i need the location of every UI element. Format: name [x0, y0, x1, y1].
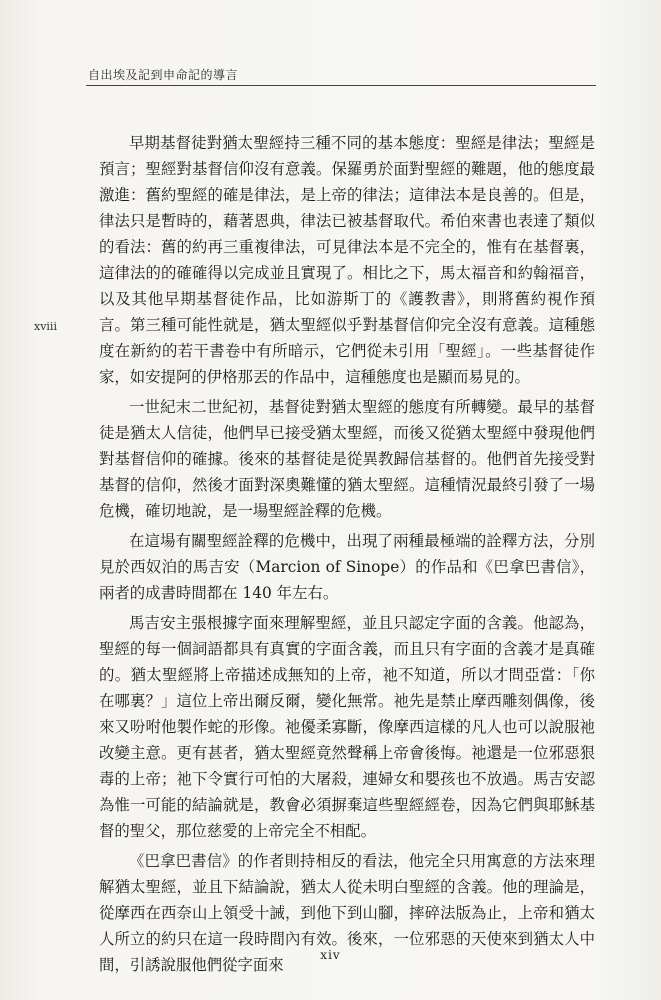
- margin-page-number: xviii: [34, 320, 57, 333]
- paragraph: 《巴拿巴書信》的作者則持相反的看法，他完全只用寓意的方法來理解猶太聖經，並且下結論說，猶太人從未明白聖經的含義。他的理論是，從摩西在西奈山上領受十誡，到他下到山腳，摔碎法版為止，上帝和猶太人所立的約只在這一段時間內有效。後來，一位邪惡的天使來到猶太人中間，引誘說服他們從字面來: [99, 852, 595, 974]
- paragraph: 馬吉安主張根據字面來理解聖經，並且只認定字面的含義。他認為，聖經的每一個詞語都具有真實的字面含義，而且只有字面的含義才是真確的。猶太聖經將上帝描述成無知的上帝，祂不知道，所以才問亞當：「你在哪裏？」這位上帝出爾反爾，變化無常。祂先是禁止摩西雕刻偶像，後來又吩咐他製作蛇的形像。祂優柔寡斷，像摩西這樣的凡人也可以說服祂改變主意。更有甚者，猶太聖經竟然聲稱上帝會後悔。祂還是一位邪惡狠毒的上帝；祂下令實行可怕的大屠殺，連婦女和嬰孩也不放過。馬吉安認為惟一可能的結論就是，教會必須摒棄這些聖經經卷，因為它們與耶穌基督的聖父，那位慈愛的上帝完全不相配。: [99, 614, 595, 840]
- body-text: [99, 130, 595, 982]
- paragraph: 早期基督徒對猶太聖經持三種不同的基本態度：聖經是律法；聖經是預言；聖經對基督信仰沒有意義。保羅勇於面對聖經的難題，他的態度最激進：舊約聖經的確是律法，是上帝的律法；這律法本是良善的。但是，律法只是暫時的，藉著恩典，律法已被基督取代。希伯來書也表達了類似的看法：舊的約再三重複律法，可見律法本是不完全的，惟有在基督裏，這律法的的確確得以完成並且實現了。相比之下，馬太福音和約翰福音，以及其他早期基督徒作品，比如游斯丁的《護教書》，則將舊約視作預言。第三種可能性就是，猶太聖經似乎對基督信仰完全沒有意義。這種態度在新約的若干書卷中有所暗示，它們從未引用「聖經」。一些基督徒作家，如安提阿的伊格那丟的作品中，這種態度也是顯而易見的。: [99, 134, 595, 386]
- paragraph: 一世紀末二世紀初，基督徒對猶太聖經的態度有所轉變。最早的基督徒是猶太人信徒，他們早已接受猶太聖經，而後又從猶太聖經中發現他們對基督信仰的確據。後來的基督徒是從異教歸信基督的。他們首先接受對基督的信仰，然後才面對深奧難懂的猶太聖經。這種情況最終引發了一場危機，確切地說，是一場聖經詮釋的危機。: [99, 398, 595, 520]
- paragraph: 在這場有關聖經詮釋的危機中，出現了兩種最極端的詮釋方法，分別見於西奴泊的馬吉安（Marcion of Sinope）的作品和《巴拿巴書信》，兩者的成書時間都在 140 年左右。: [99, 532, 595, 602]
- running-head: 自出埃及記到申命記的導言: [88, 68, 239, 82]
- page-number: xiv: [320, 948, 341, 962]
- header-rule: [86, 85, 596, 86]
